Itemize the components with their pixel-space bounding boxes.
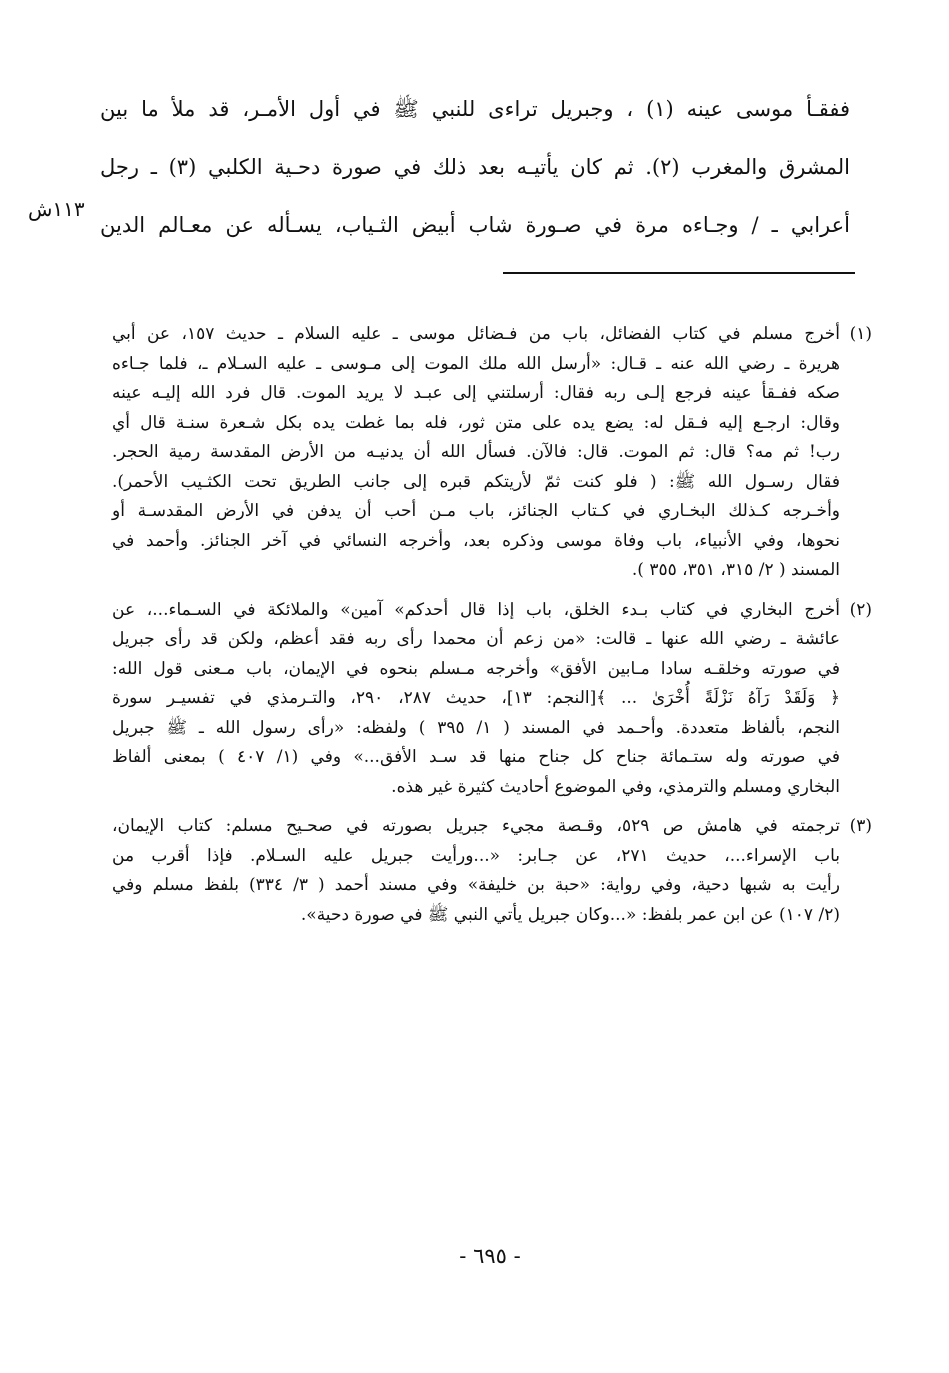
footnote-line: النجم، بألفاظ متعددة. وأحـمد في المسند ( ١/ ٣٩٥ ) ولفظه: «رأى رسول الله ـ ﷺ جبريل [112,717,840,738]
footnote-1 [112,320,872,586]
footnote-line: في صورته وخلقـه سادا مـابين الأفق» وأخرجه مـسلم بنحوه في الإيمان، باب مـعنى قول الله: [112,658,840,679]
footnote-line: البخاري ومسلم والترمذي، وفي الموضوع أحاديث كثيرة غير هذه. [391,776,840,797]
main-text-line: المشرق والمغرب (٢). ثم كان يأتيـه بعد ذلك في صورة دحـية الكلبي (٣) ـ رجل [100,155,850,179]
footnote-line: رأيت به شبها دحية، وفي رواية: «حبة بن خليفة» وفي مسند أحمد ( ٣/ ٣٣٤) بلفظ مسلم وفي [112,875,840,895]
footnote-line: هريرة ـ رضي الله عنه ـ قـال: «أرسل الله ملك الموت إلى مـوسى ـ عليه السـلام ـ، فلما جـاءه [112,353,840,374]
footnote-2 [112,596,872,803]
main-text-line: أعرابي ـ / وجـاءه مرة في صـورة شاب أبيض الثـياب، يسـأله عن معـالم الدين [100,213,850,237]
page-number: - ٦٩٥ - [459,1244,521,1268]
footnote-number: (٣) [849,816,872,836]
footnote-line: في صورته وله ستـمائة جناح كل جناح منها قد سـد الأفق...» وفي (١/ ٤٠٧ ) بمعنى ألفاظ [112,747,840,767]
footnote-3 [112,812,872,930]
footnote-line: (٢/ ١٠٧) عن ابن عمر بلفظ: «...وكان جبريل يأتي النبي ﷺ في صورة دحية». [300,904,840,925]
footnote-separator [503,272,855,274]
footnotes [112,320,872,940]
footnote-number: (١) [849,324,872,344]
footnote-line: باب الإسراء...، حديث ٢٧١، عن جـابر: «...ورأيت جبريل عليه السـلام. فإذا أقرب من [112,845,840,866]
footnote-line: أخرج البخاري في كتاب بـدء الخلق، باب إذا قال أحدكم» آمين» والملائكة في السـماء...، عن [112,599,840,620]
footnote-line: وقال: ارجـع إليه فـقل له: يضع يده على متن ثور، فله بما غطت يده بكل شـعرة سنـة قال أي [112,412,840,433]
footnote-line: صكه ففـقأ عينه فرجع إلـى ربه فقال: أرسلتني إلى عبـد لا يريد الموت. قال فرد الله إليـه عينه [112,383,840,403]
footnote-line: أخرج مسلم في كتاب الفضائل، باب من فـضائل موسى ـ عليه السلام ـ حديث ١٥٧، عن أبي [112,324,840,344]
margin-note: ١١٣ش [28,197,85,221]
footnote-line: ترجمته في هامش ص ٥٢٩، وقـصة مجيء جبريل بصورته في صحـيح مسلم: كتاب الإيمان، [112,816,840,836]
footnote-number: (٢) [849,599,872,620]
footnote-line: المسند ( ٢/ ٣١٥، ٣٥١، ٣٥٥ ). [631,560,840,580]
footnote-line: وأخـرجه كـذلك البخـاري في كـتاب الجنائز، باب مـن أحب أن يدفن في الأرض المقدسـة أو [112,501,840,521]
footnote-line: فقال رسـول الله ﷺ: ( فلو كنت ثمّ لأريتكم قبره إلى جانب الطريق تحت الكثـيب الأحمر). [112,471,840,492]
main-text [100,80,850,254]
footnote-line: ﴿ وَلَقَدْ رَآهُ نَزْلَةً أُخْرَىٰ ... ﴾[النجم: ١٣]، حديث ٢٨٧، ٢٩٠، والتـرمذي في تفسيـر سورة [112,688,841,708]
footnote-line: عائشة ـ رضي الله عنها ـ قالت: «من زعم أن محمدا رأى ربه فقد أعظم، ولكن قد رأى جبريل [112,629,840,649]
footnote-line: نحوها، وفي الأنبياء، باب وفاة موسى وذكره بعد، وأخرجه النسائي في آخر الجنائز. وأحمد في [112,530,840,551]
footnote-line: رب! ثم مه؟ قال: ثم الموت. قال: فالآن. فسأل الله أن يدنيـه من الأرض المقدسة رمية الحجر. [112,442,840,462]
main-text-line: ففقـأ موسى عينه (١) ، وجبريل تراءى للنبي ﷺ في أول الأمـر، قد ملأ ما بين [100,97,850,121]
